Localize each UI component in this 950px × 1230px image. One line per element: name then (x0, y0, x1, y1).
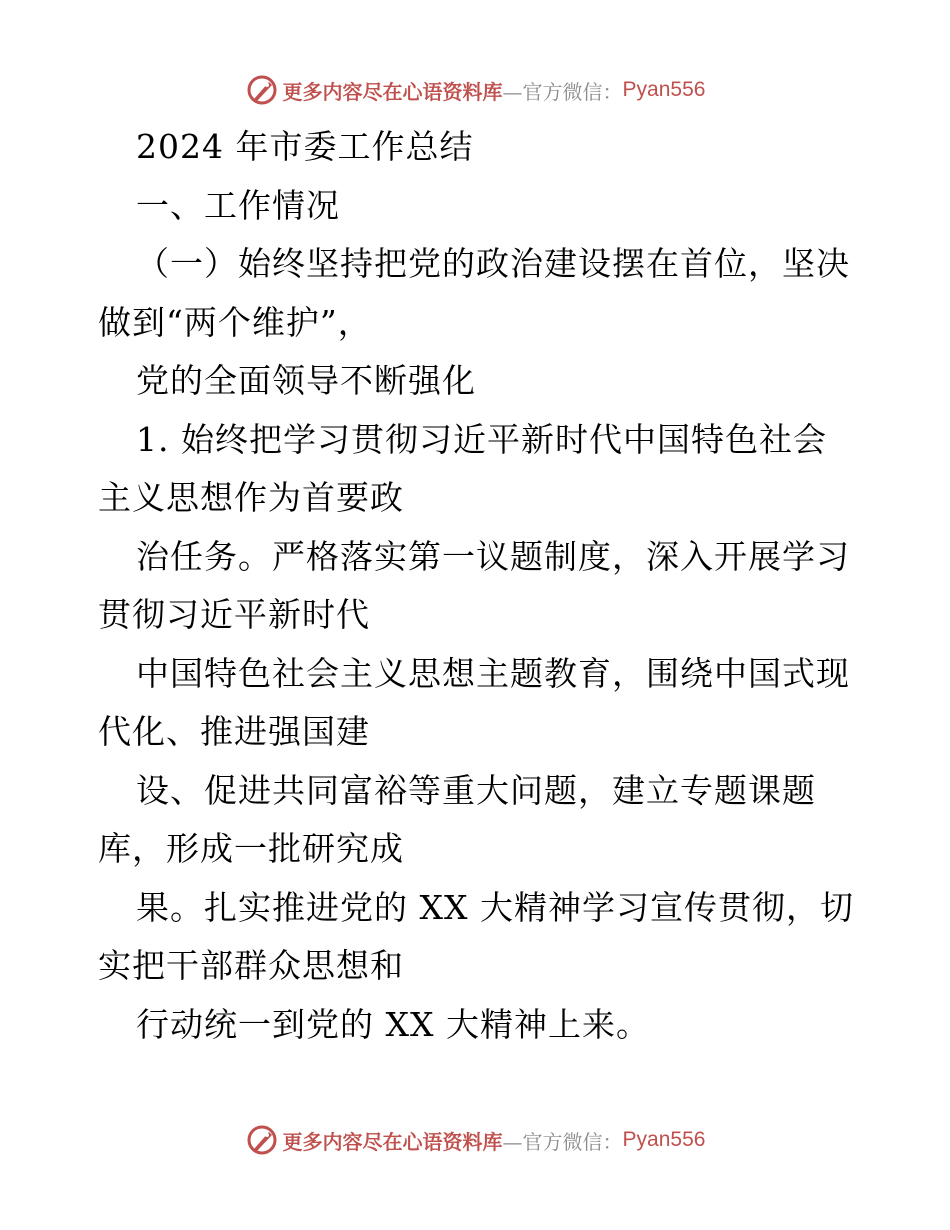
doc-line: 党的全面领导不断强化 (136, 361, 476, 400)
doc-line: 做到“两个维护”， (98, 302, 372, 342)
banner-wechat-id: Pyan556 (622, 1128, 706, 1151)
doc-line: 中国特色社会主义思想主题教育，围绕中国式现 (136, 653, 850, 693)
doc-line: 代化、推进强国建 (98, 712, 370, 751)
header-watermark-banner (0, 70, 950, 110)
pen-nib-logo-icon (245, 1123, 279, 1157)
doc-line: 设、促进共同富裕等重大问题，建立专题课题 (136, 770, 816, 810)
doc-line: 治任务。严格落实第一议题制度，深入开展学习 (136, 536, 850, 576)
doc-line: （一）始终坚持把党的政治建设摆在首位，坚决 (136, 244, 850, 283)
banner-site-text: 更多内容尽在心语资料库 (282, 79, 503, 104)
banner-wechat-id: Pyan556 (622, 78, 706, 101)
banner-site-text: 更多内容尽在心语资料库 (282, 1129, 503, 1154)
document-body (98, 118, 858, 1054)
banner-dash-text: —官方微信： (502, 79, 623, 104)
doc-line: 果。扎实推进党的 XX 大精神学习宣传贯彻，切 (136, 887, 854, 927)
doc-line: 主义思想作为首要政 (98, 478, 404, 517)
doc-line: 实把干部群众思想和 (98, 946, 404, 985)
doc-line: 贯彻习近平新时代 (98, 595, 370, 634)
doc-line: 行动统一到党的 XX 大精神上来。 (136, 1004, 650, 1044)
doc-line: 一、工作情况 (136, 185, 340, 225)
doc-line: 2024 年市委工作总结 (136, 127, 474, 166)
doc-line: 1. 始终把学习贯彻习近平新时代中国特色社会 (136, 419, 827, 459)
doc-line: 库，形成一批研究成 (98, 829, 404, 868)
pen-nib-logo-icon (245, 73, 279, 107)
footer-watermark-banner (0, 1120, 950, 1160)
banner-dash-text: —官方微信： (502, 1129, 623, 1154)
